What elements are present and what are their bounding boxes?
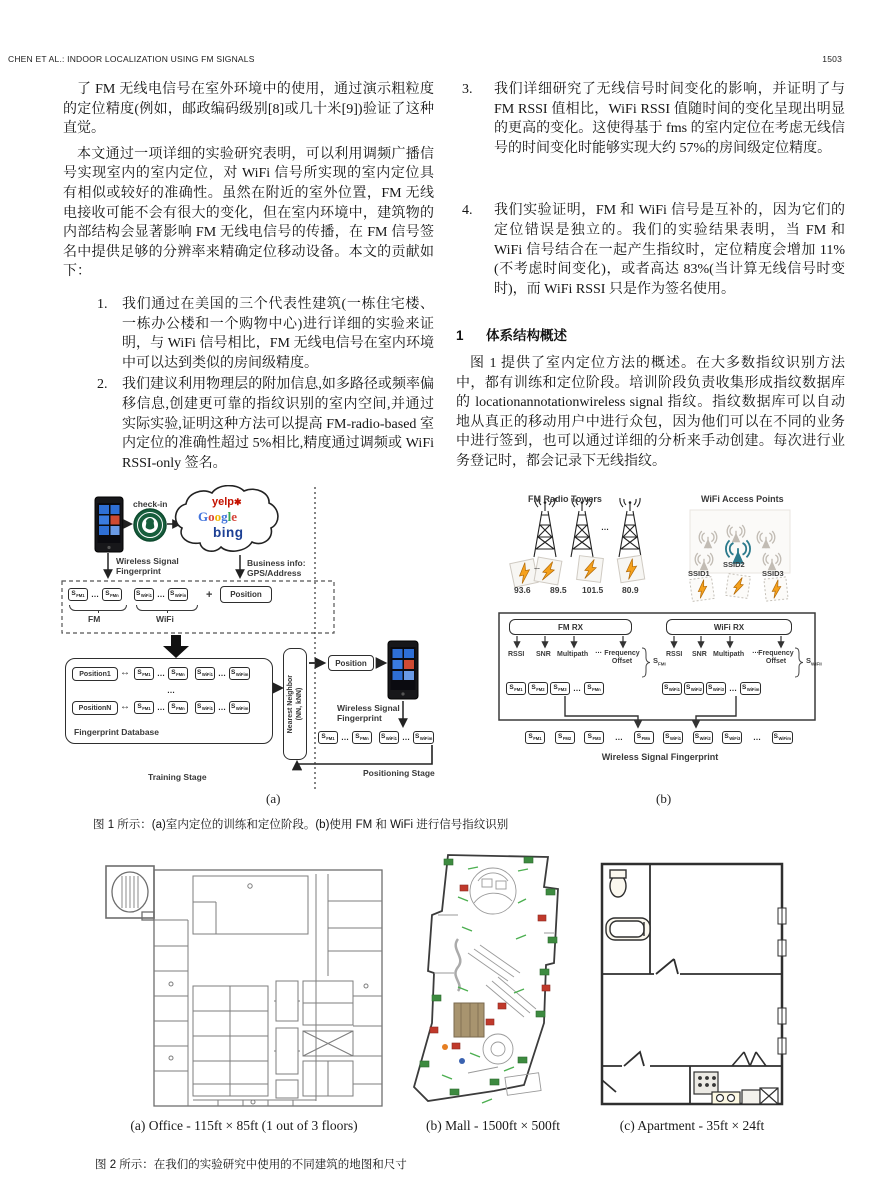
signal-box: S $_{FMn}$ [584,682,604,695]
ellipsis: … [614,733,623,742]
s-fmi-label: $S_{FMi}$ [653,656,666,667]
list-text: 我们通过在美国的三个代表性建筑(一栋住宅楼、一栋办公楼和一个购物中心)进行详细的实验来证明，与 WiFi 信号相比，FM 无线电信号在室内环境中可以达到类似的房间级精度。 [122,296,434,371]
mall-shop-block [454,1003,484,1037]
fm-frequency: 101.5 [582,585,604,595]
signal-box: S $_{WiFi1}$ [662,682,682,695]
figure1-caption: 图 1 所示：(a)室内定位的训练和定位阶段。(b)使用 FM 和 WiFi 进行信号指纹识别 [93,819,509,831]
fm-signal-bolt-icon [510,559,538,587]
page-number: 1503 [822,54,842,64]
ellipsis: … [157,590,165,599]
business-info-label: Business info: GPS/Address [247,558,306,578]
blue-marker [459,1058,465,1064]
fm-radio-towers-label: FM Radio Towers [528,494,602,504]
figure2c-caption: (c) Apartment - 35ft × 24ft [619,1118,765,1133]
list-number: 2. [97,377,108,393]
figure2a-caption: (a) Office - 115ft × 85ft (1 out of 3 floors) [130,1118,358,1133]
signal-box: S $_{WiFim}$ [229,667,250,680]
wifi-rx-box: WiFi RX [666,619,792,635]
fm-signal-bolt-icon [577,556,604,583]
training-stage-label: Training Stage [148,772,207,782]
ellipsis: … [402,733,410,742]
signal-box: S $_{WiFi3}$ [722,731,742,744]
bing-logo: bing [213,525,244,540]
signal-fingerprint-row [68,588,122,601]
signal-box: S $_{WiFin}$ [168,588,188,601]
snr-label: SNR [692,651,707,658]
ellipsis: … [573,684,581,693]
wifi-signal-bolt-icon [764,577,788,601]
signal-box: S $_{FM1}$ [525,731,545,744]
signal-box: S $_{FM2}$ [555,731,575,744]
ssid1-label: SSID1 [688,569,710,578]
signal-box: S $_{FM1}$ [318,731,338,744]
signal-box: S $_{FM3}$ [584,731,604,744]
wifi-signal-bolt-icon [690,577,715,602]
smartphone-icon [388,641,418,699]
right-column [456,80,845,472]
signal-box: S $_{FM1}$ [134,667,154,680]
list-text: 我们实验证明，FM 和 WiFi 信号是互补的，因为它们的定位错误是独立的。我们的实验结果表明，当 FM 和 WiFi 信号结合在一起产生指纹时，定位精度会增加 11%(不考虑时间变化)，或者高达 83%(当计算无线信号时变时)，而 WiFi RSSI 只是作为签名使用。 [494,203,845,297]
positioning-stage-label: Positioning Stage [363,768,435,778]
fingerprint-database-box [65,658,273,744]
signal-box: S $_{FM3}$ [550,682,570,695]
signal-box: S $_{WiFim}$ [740,682,761,695]
ellipsis: … [91,590,99,599]
ellipsis: … [157,669,165,678]
yelp-burst-icon: ✱ [234,497,242,507]
position1-box: Position1 [72,667,118,681]
signal-box: S $_{FM1}$ [134,701,154,714]
ellipsis: … [157,703,165,712]
signal-box: S $_{WiFim}$ [229,701,250,714]
paragraph: 图 1 提供了室内定位方法的概述。在大多数指纹识别方法中，都有训练和定位阶段。培训阶段负责收集形成指纹数据库的 locationannotationwireless signal 指纹。指纹数据库可以自动地从真正的移动用户中进行众包，因为他们可以在不同的业务中进行签到，也可以通过详细的分析来手动创建。每次进行业务登记时，都会记录下无线指纹。 [456,355,845,469]
ellipsis: … [218,669,226,678]
signal-box: S $_{WiFi1}$ [663,731,683,744]
signal-box: S $_{FMn}$ [352,731,372,744]
position-box: Position [328,655,374,671]
yelp-logo: yelp✱ [212,496,242,508]
list-item [462,201,845,299]
rssi-label: RSSI [508,651,525,658]
signal-box: S $_{FMn}$ [634,731,654,744]
wireless-signal-fingerprint-label: Wireless Signal Fingerprint [337,703,400,723]
signal-box: S $_{WiFi1}$ [134,588,154,601]
orange-marker [442,1044,448,1050]
section-title: 体系结构概述 [486,328,567,344]
signal-box: S $_{WiFi1}$ [195,667,215,680]
frequency-offset-label: Frequency Offset [758,650,794,666]
paragraph: 本文通过一项详细的实验研究表明，可以利用调频广播信号实现室内的室内定位，对 WiFi 信号所实现的室内定位具有相似或较好的准确性。虽然在附近的室外位置，FM 无线电接收可能不会有很大的变化，但在室内环境中，建筑物的内部结构会显著影响 FM 无线电信号的传播，在 FM 信号签名中提供足够的分辨率来精确定位移动设备。本文的贡献如下： [63,146,434,280]
multipath-label: Multipath [557,651,589,658]
signal-box: S $_{WiFim}$ [413,731,434,744]
google-logo: Google [198,509,238,524]
signal-fingerprint-row [134,701,250,714]
mall-floor-plan [398,853,588,1121]
fm-frequency: 93.6 [514,585,531,595]
list-item [97,375,434,473]
subfigure-a-label: (a) [266,791,281,806]
wifi-signal-bolt-icon [726,574,751,599]
fm-tower-icon [619,498,641,557]
figure1a-training-positioning-diagram [60,485,460,810]
bolts-ellipsis: … [534,565,540,571]
signal-box: S $_{WiFi1}$ [379,731,399,744]
running-title: CHEN ET AL.: INDOOR LOCALIZATION USING FM SIGNALS [8,54,255,64]
list-text: 我们详细研究了无线信号时间变化的影响，并证明了与 FM RSSI 值相比，WiFi RSSI 值随时间的变化呈现出明显的更高的变化。这使得基于 fms 的室内定位在考虑无线信号的时间变化时能够实现大约 57%的房间级定位精度。 [494,82,845,156]
wifi-access-points-label: WiFi Access Points [701,494,784,504]
signal-fingerprint-row [662,682,761,695]
fm-frequency: 89.5 [550,585,567,595]
signal-box: S $_{WiFi1}$ [195,701,215,714]
signal-fingerprint-row [318,731,434,744]
fm-signal-bolt-icon [534,557,562,585]
fm-frequency: 80.9 [622,585,639,595]
wifi-underbrace [136,605,198,611]
wifi-group-label: WiFi [156,614,174,624]
signal-fingerprint-row [525,731,793,744]
rssi-label: RSSI [666,651,683,658]
list-item [97,295,434,373]
fm-underbrace [69,605,127,611]
paragraph: 了 FM 无线电信号在室外环境中的使用，通过演示粗粒度的定位精度(例如，邮政编码级别[8]或几十米[9])验证了这种直觉。 [63,82,434,137]
signal-box: S $_{WiFi3}$ [706,682,726,695]
fm-signal-bolt-icon [617,555,644,582]
positionN-box: PositionN [72,701,118,715]
signal-box: S $_{FMn}$ [168,667,188,680]
signal-box: S $_{FMn}$ [168,701,188,714]
list-number: 4. [462,203,473,219]
s-wifii-label: $S_{WiFii}$ [806,656,822,667]
ellipsis: … [729,684,737,693]
ellipsis: … [753,733,761,742]
position-box: Position [220,586,272,603]
list-item [462,80,845,158]
nearest-neighbor-box: Nearest Neighbor (NN, kNN) [283,648,307,760]
smartphone-icon [95,497,123,552]
big-down-arrow [163,635,189,658]
bidirectional-arrow: ↔ [120,701,130,712]
left-column [63,80,434,473]
signal-fingerprint-row [134,588,188,601]
list-text: 我们建议利用物理层的附加信息,如多路径或频率偏移信息,创建更可靠的指纹识别的室内空间,并通过实际实验,证明这种方法可以提高 FM-radio-based 室内定位的准确性超过 5%相比,精度通过调频或 WiFi RSSI-only 签名。 [122,377,434,471]
frequency-offset-label: Frequency Offset [604,650,640,666]
page-header [8,54,842,64]
signal-box: S $_{FM1}$ [506,682,526,695]
snr-label: SNR [536,651,551,658]
signal-box: S $_{WiFim}$ [772,731,793,744]
signal-box: S $_{WiFi2}$ [684,682,704,695]
wireless-signal-fingerprint-label: Wireless Signal Fingerprint [601,752,719,762]
plus-sign: + [206,589,213,601]
signal-box: S $_{FM1}$ [68,588,88,601]
outputs-ellipsis: … [752,648,759,655]
list-number: 3. [462,82,473,97]
list-number: 1. [97,296,108,312]
fm-rx-box: FM RX [509,619,632,635]
ellipsis: … [341,733,349,742]
ssid2-label: SSID2 [723,560,745,569]
fm-group-label: FM [88,614,101,624]
section-number: 1 [456,328,464,344]
starbucks-checkin-icon [134,509,166,541]
ellipsis: … [218,703,226,712]
office-floor-plan [98,856,390,1116]
signal-box: S $_{FMn}$ [102,588,122,601]
bidirectional-arrow: ↔ [120,667,130,678]
fm-tower-icon [534,498,556,557]
subfigure-b-label: (b) [656,791,672,806]
checkin-label: check-in [133,499,168,509]
ssid3-label: SSID3 [762,569,784,578]
fm-tower-icon [571,498,593,557]
signal-fingerprint-row [134,667,250,680]
fingerprint-database-label: Fingerprint Database [74,727,160,738]
section-heading [456,326,845,346]
rows-ellipsis: … [167,686,175,695]
signal-fingerprint-row [506,682,604,695]
signal-box: S $_{WiFi2}$ [693,731,713,744]
multipath-label: Multipath [713,651,745,658]
signal-box: S $_{FM2}$ [528,682,548,695]
wireless-signal-fingerprint-label: Wireless Signal Fingerprint [116,556,179,576]
outputs-ellipsis: … [595,648,602,655]
towers-ellipsis: … [601,523,609,532]
figure2-caption: 图 2 所示：在我们的实验研究中使用的不同建筑的地图和尺寸 [95,1159,407,1171]
figure1a-artwork [60,485,460,810]
figure1b-signal-fingerprinting-diagram [490,485,848,810]
figure2b-caption: (b) Mall - 1500ft × 500ft [426,1118,560,1133]
apartment-floor-plan [592,856,792,1112]
